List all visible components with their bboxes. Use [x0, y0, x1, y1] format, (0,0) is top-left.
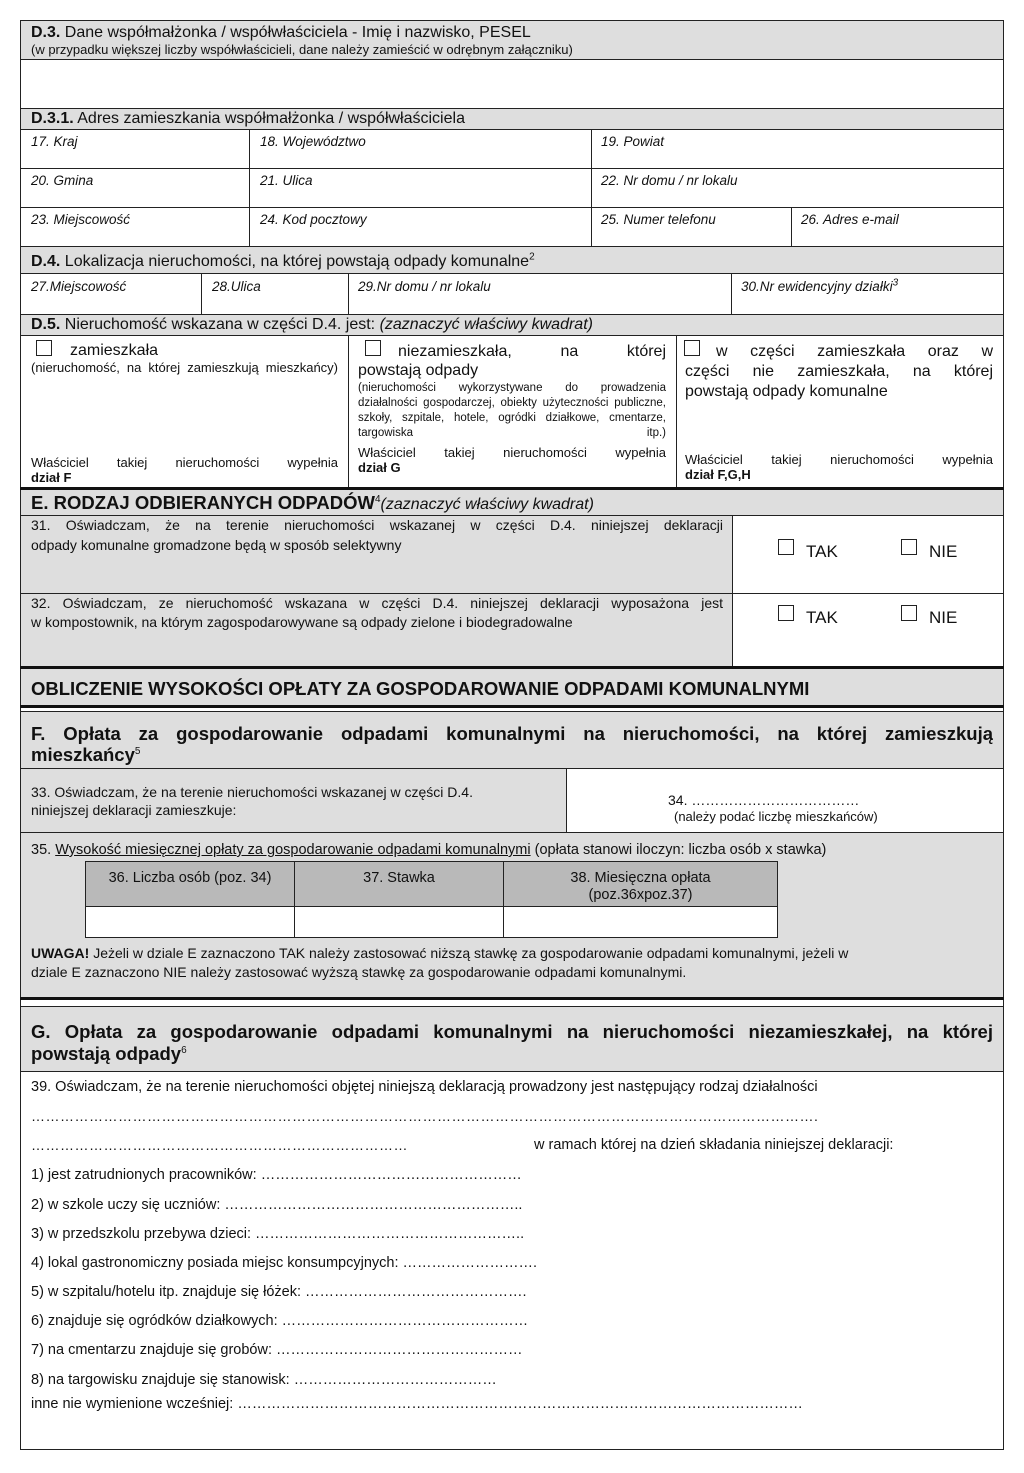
q39-within: w ramach której na dzień składania niniejszej deklaracji: [534, 1137, 894, 1153]
q34-field[interactable]: 34. ……………………………… [668, 792, 860, 808]
uwaga-line2: dziale E zaznaczono NIE należy zastosować wyższą stawkę za gospodarowanie odpadami komunalnymi. [31, 964, 687, 980]
d3-subtitle: (w przypadku większej liczby współwłaścicieli, dane należy zamieścić w odrębnym załączniku) [31, 42, 573, 57]
q33-line1: 33. Oświadczam, że na terenie nieruchomości wskazanej w części D.4. [31, 784, 473, 800]
g-title-line2: powstają odpady$^6$ [31, 1043, 187, 1064]
g-item-uczniowie[interactable]: 2) w szkole uczy się uczniów: …………………………………………………….. [31, 1197, 523, 1213]
q32-checkbox-yes[interactable] [778, 605, 794, 621]
g-item-lozka[interactable]: 5) w szpitalu/hotelu itp. znajduje się łóżek: ………………………………………. [31, 1284, 527, 1300]
fee-col-oplata-formula: (poz.36xpoz.37) [588, 887, 693, 903]
checkbox-niezamieszkala[interactable] [365, 340, 381, 356]
opt-niezamieszkala-label2: powstają odpady [358, 362, 479, 379]
fee-input-osob[interactable] [86, 907, 294, 937]
fee-col-stawka: 37. Stawka [363, 870, 435, 886]
q32-no-label: NIE [929, 608, 958, 627]
q35-text: 35. Wysokość miesięcznej opłaty za gospodarowanie odpadami komunalnymi (opłata stanowi iloczyn: liczba osób x stawka) [31, 842, 827, 858]
opt-czesciowo-label2: części nie zamieszkała, na której [685, 363, 993, 380]
fee-col-osob: 36. Liczba osób (poz. 34) [108, 870, 272, 886]
field-telefon[interactable]: 25. Numer telefonu [601, 212, 716, 227]
q31-no-label: NIE [929, 542, 958, 561]
fee-col-oplata: 38. Miesięczna opłata [570, 870, 711, 886]
f-title-line1: F. Opłata za gospodarowanie odpadami komunalnymi na nieruchomości, na której zamieszkują [31, 723, 993, 744]
d4-title: D.4. Lokalizacja nieruchomości, na której powstają odpady komunalne$^2$ [31, 251, 535, 270]
d31-title: D.3.1. Adres zamieszkania współmałżonka / współwłaściciela [31, 110, 465, 127]
fee-input-stawka[interactable] [295, 907, 503, 937]
opt-zamieszkala-label: zamieszkała [70, 342, 159, 359]
q39-dots-short[interactable]: …………………………………………………………………… [31, 1137, 408, 1153]
g-item-stanowiska[interactable]: 8) na targowisku znajduje się stanowisk: …………………………………… [31, 1372, 497, 1388]
f-title-line2: mieszkańcy$^5$ [31, 744, 141, 765]
g-item-groby[interactable]: 7) na cmentarzu znajduje się grobów: …………………………………………… [31, 1342, 523, 1358]
opt-niezamieszkala-note: (nieruchomości wykorzystywane do prowadzenia działalności gospodarczej, obiekty użyteczności publiczne, szkoły, szpitale, hotele, ogródki działkowe, cmentarze, targowiska itp.) [358, 382, 666, 439]
g-item-inne[interactable]: inne nie wymienione wcześniej: ……………………………………………………………………………………………………… [31, 1396, 803, 1412]
q39-text: 39. Oświadczam, że na terenie nieruchomości objętej niniejszą deklaracją prowadzony jest następujący rodzaj działalności [31, 1079, 818, 1095]
opt-czesciowo-dzial: dział F,G,H [685, 467, 751, 482]
q32-yes-label: TAK [806, 608, 838, 627]
field-lok-miejscowosc[interactable]: 27.Miejscowość [31, 279, 127, 294]
field-lok-nr-dzialki: 30.Nr ewidencyjny działki$^3$ [741, 277, 899, 294]
opt-niezamieszkala-dzial: dział G [358, 460, 401, 475]
d5-title: D.5. Nieruchomość wskazana w części D.4. jest: (zaznaczyć właściwy kwadrat) [31, 316, 593, 333]
g-item-gastronomia[interactable]: 4) lokal gastronomiczny posiada miejsc konsumpcyjnych: ………………………. [31, 1255, 538, 1271]
q32-line2: w kompostownik, na którym zagospodarowywane są odpady zielone i biodegradowalne [31, 614, 573, 630]
fee-input-oplata[interactable] [504, 907, 777, 937]
q33-line2: niniejszej deklaracji zamieszkuje: [31, 802, 237, 818]
e-title: E. RODZAJ ODBIERANYCH ODPADÓW$^4$(zaznaczyć właściwy kwadrat) [31, 492, 594, 513]
opt-czesciowo-label1: w części zamieszkała oraz w [716, 343, 993, 360]
field-wojewodztwo[interactable]: 18. Województwo [260, 134, 366, 149]
opt-czesciowo-label3: powstają odpady komunalne [685, 383, 888, 400]
opt-niezamieszkala-label1: niezamieszkała, na której [398, 343, 666, 360]
g-item-dzieci[interactable]: 3) w przedszkolu przebywa dzieci: ……………………………………………….. [31, 1226, 525, 1242]
uwaga-line1: UWAGA! Jeżeli w dziale E zaznaczono TAK należy zastosować niższą stawkę za gospodarowanie odpadami komunalnymi, jeżeli w [31, 945, 849, 961]
q31-line2: odpady komunalne gromadzone będą w sposób selektywny [31, 537, 402, 553]
opt-czesciowo-owner: Właściciel takiej nieruchomości wypełnia [685, 452, 993, 467]
field-kraj[interactable]: 17. Kraj [31, 134, 78, 149]
field-email[interactable]: 26. Adres e-mail [801, 212, 899, 227]
field-ulica[interactable]: 21. Ulica [260, 173, 313, 188]
d3-title: D.3. Dane współmałżonka / współwłaściciela - Imię i nazwisko, PESEL [31, 24, 531, 41]
opt-zamieszkala-owner: Właściciel takiej nieruchomości wypełnia [31, 455, 338, 470]
q33-bg [21, 769, 566, 832]
field-miejscowosc[interactable]: 23. Miejscowość [31, 212, 131, 227]
g-item-ogrodki[interactable]: 6) znajduje się ogródków działkowych: …………………………………………… [31, 1313, 529, 1329]
opt-zamieszkala-note: (nieruchomość, na której zamieszkują mieszkańcy) [31, 360, 338, 375]
q31-yes-label: TAK [806, 542, 838, 561]
q32-checkbox-no[interactable] [901, 605, 917, 621]
q31-checkbox-no[interactable] [901, 539, 917, 555]
g-item-pracownicy[interactable]: 1) jest zatrudnionych pracowników: ……………………………………………… [31, 1167, 522, 1183]
field-lok-ulica[interactable]: 28.Ulica [212, 279, 261, 294]
checkbox-zamieszkala[interactable] [36, 340, 52, 356]
opt-zamieszkala-dzial: dział F [31, 470, 72, 485]
opt-niezamieszkala-owner: Właściciel takiej nieruchomości wypełnia [358, 445, 666, 460]
field-lok-nr-domu[interactable]: 29.Nr domu / nr lokalu [358, 279, 491, 294]
field-powiat[interactable]: 19. Powiat [601, 134, 665, 149]
q31-line1: 31. Oświadczam, że na terenie nieruchomości wskazanej w części D.4. niniejszej deklaracji [31, 517, 723, 533]
field-kod-pocztowy[interactable]: 24. Kod pocztowy [260, 212, 367, 227]
q39-dots-line[interactable]: ………………………………………………………………………………………………………………………………………………. [31, 1108, 819, 1124]
calc-title: OBLICZENIE WYSOKOŚCI OPŁATY ZA GOSPODAROWANIE ODPADAMI KOMUNALNYMI [31, 678, 810, 699]
g-title-line1: G. Opłata za gospodarowanie odpadami komunalnymi na nieruchomości niezamieszkałej, na której [31, 1021, 993, 1042]
d3-input-area[interactable] [21, 60, 1003, 108]
field-gmina[interactable]: 20. Gmina [31, 173, 94, 188]
q34-note: (należy podać liczbę mieszkańców) [674, 809, 878, 824]
q31-checkbox-yes[interactable] [778, 539, 794, 555]
q32-line1: 32. Oświadczam, ze nieruchomość wskazana w części D.4. niniejszej deklaracji wyposażona jest [31, 595, 723, 611]
checkbox-czesciowo[interactable] [684, 340, 700, 356]
field-nr-domu[interactable]: 22. Nr domu / nr lokalu [601, 173, 738, 188]
